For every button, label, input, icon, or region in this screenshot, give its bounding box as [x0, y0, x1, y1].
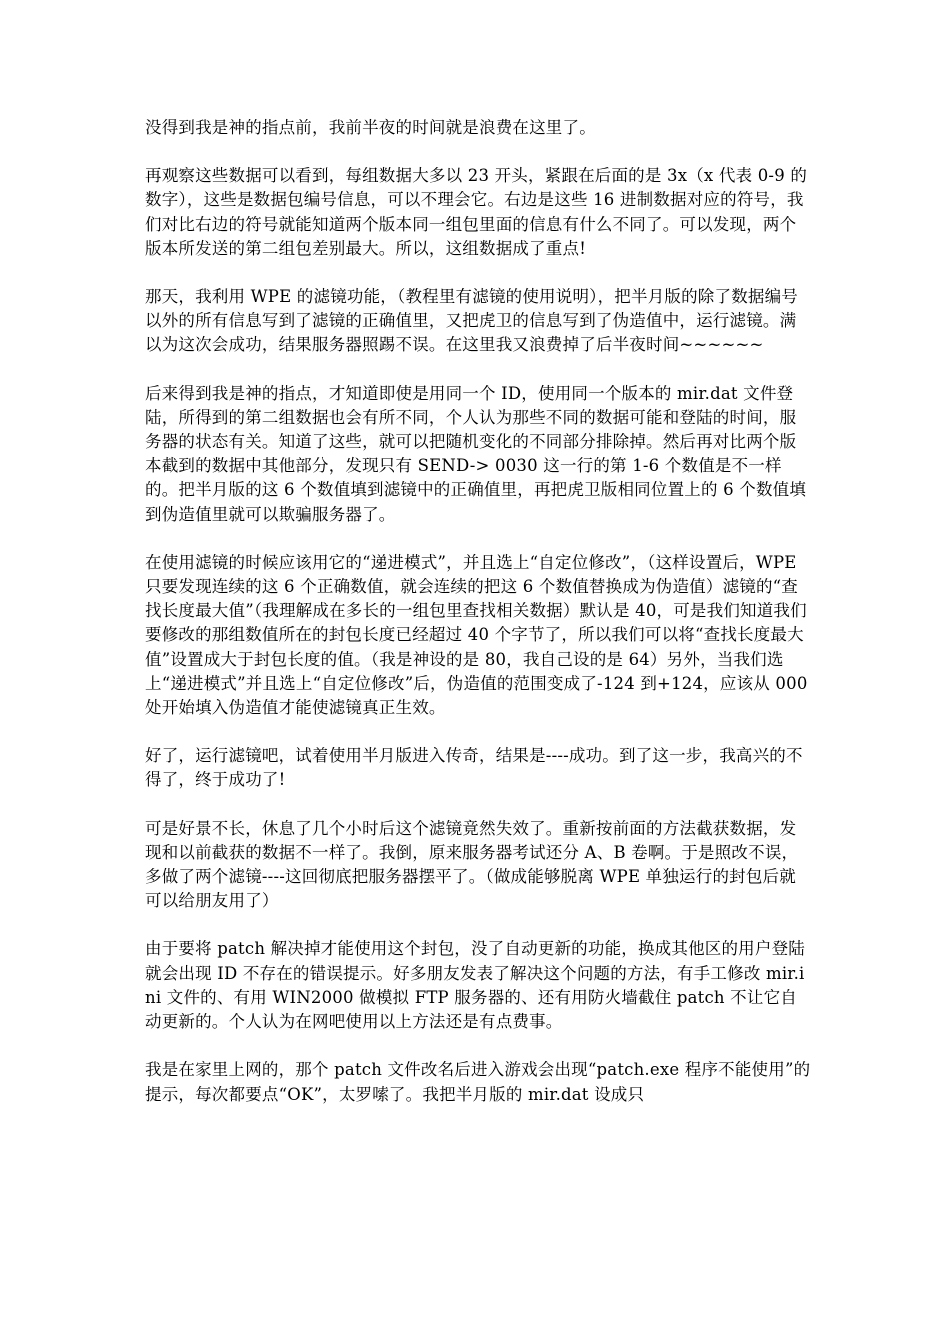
paragraph-7: 可是好景不长，休息了几个小时后这个滤镜竟然失效了。重新按前面的方法截获数据，发现和以前截获的数据不一样了。我倒，原来服务器考试还分 A、B 卷啊。于是照改不误，多做了两个滤镜----这回彻底把服务器摆平了。（做成能够脱离 WPE 单独运行的封包后就可以给朋友用了）	[145, 818, 799, 911]
paragraph-6: 好了，运行滤镜吧，试着使用半月版进入传奇，结果是----成功。到了这一步，我高兴的不得了，终于成功了!	[145, 746, 803, 790]
paragraph-4: 后来得到我是神的指点，才知道即使是用同一个 ID，使用同一个版本的 mir.dat 文件登陆，所得到的第二组数据也会有所不同，个人认为那些不同的数据可能和登陆的时间，服务器的状态有关。知道了这些，就可以把随机变化的不同部分排除掉。然后再对比两个版本截到的数据中其他部分，发现只有 SEND-> 0030 这一行的第 1-6 个数值是不一样的。把半月版的这 6 个数值填到滤镜中的正确值里，再把虎卫版相同位置上的 6 个数值填到伪造值里就可以欺骗服务器了。	[145, 383, 807, 524]
paragraph-1: 没得到我是神的指点前，我前半夜的时间就是浪费在这里了。	[145, 118, 596, 137]
document-body	[145, 116, 811, 1131]
paragraph-2: 再观察这些数据可以看到，每组数据大多以 23 开头，紧跟在后面的是 3x（x 代表 0-9 的数字），这些是数据包编号信息，可以不理会它。右边是这些 16 进制数据对应的符号，我们对比右边的符号就能知道两个版本同一组包里面的信息有什么不同了。可以发现，两个版本所发送的第二组包差别最大。所以，这组数据成了重点!	[145, 166, 808, 258]
paragraph-5: 在使用滤镜的时候应该用它的“递进模式”，并且选上“自定位修改”，（这样设置后，WPE 只要发现连续的这 6 个正确数值，就会连续的把这 6 个数值替换成为伪造值）滤镜的“查找长度最大值”（我理解成在多长的一组包里查找相关数据）默认是 40，可是我们知道我们要修改的那组数值所在的封包长度已经超过 40 个字节了，所以我们可以将“查找长度最大值”设置成大于封包长度的值。（我是神设的是 80，我自己设的是 64）另外，当我们选上“递进模式”并且选上“自定位修改”后，伪造值的范围变成了-124 到+124，应该从 000 处开始填入伪造值才能使滤镜真正生效。	[145, 552, 813, 718]
paragraph-9: 我是在家里上网的，那个 patch 文件改名后进入游戏会出现“patch.exe 程序不能使用”的提示，每次都要点“OK”，太罗嗦了。我把半月版的 mir.dat 设成只	[145, 1060, 811, 1104]
paragraph-3: 那天，我利用 WPE 的滤镜功能，（教程里有滤镜的使用说明），把半月版的除了数据编号以外的所有信息写到了滤镜的正确值里，又把虎卫的信息写到了伪造值中，运行滤镜。满以为这次会成功，结果服务器照踢不误。在这里我又浪费掉了后半夜时间~~~~~~	[145, 287, 798, 355]
paragraph-8: 由于要将 patch 解决掉才能使用这个封包，没了自动更新的功能，换成其他区的用户登陆就会出现 ID 不存在的错误提示。好多朋友发表了解决这个问题的方法，有手工修改 mir.ini 文件的、有用 WIN2000 做模拟 FTP 服务器的、还有用防火墙截住 patch 不让它自动更新的。个人认为在网吧使用以上方法还是有点费事。	[145, 939, 805, 1032]
